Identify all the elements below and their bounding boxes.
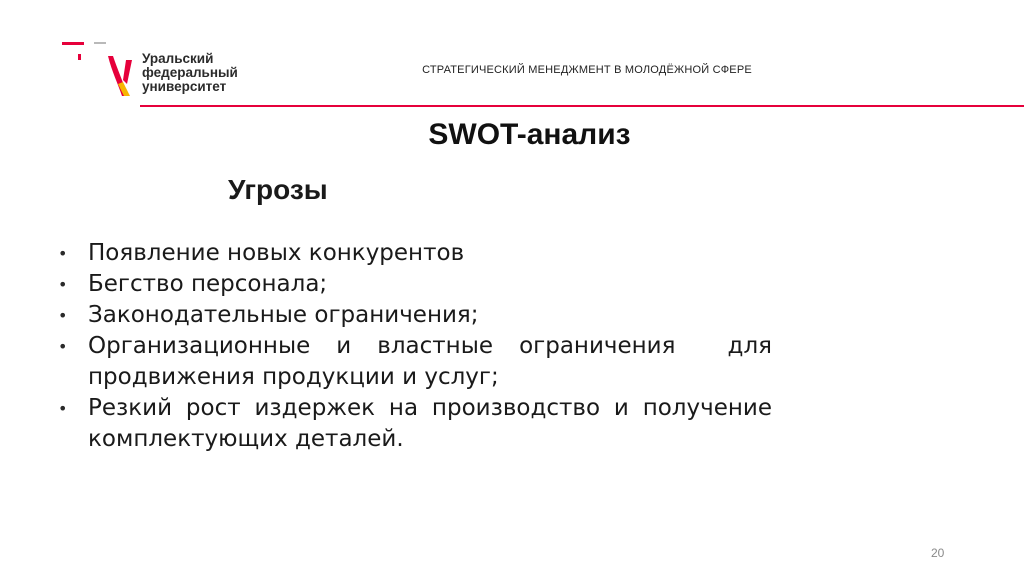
slide-title: SWOT-анализ (428, 118, 631, 151)
page-number: 20 (931, 546, 945, 560)
course-title: СТРАТЕГИЧЕСКИЙ МЕНЕДЖМЕНТ В МОЛОДЁЖНОЙ СФЕРЕ (422, 64, 752, 76)
logo-text-line3: университет (142, 79, 227, 94)
logo-accent-dot (78, 54, 81, 60)
list-item (56, 238, 772, 269)
list-item-text: Бегство персонала; (88, 271, 328, 297)
logo-accent-dash (62, 42, 84, 45)
ural-u-logo-icon (106, 54, 134, 98)
list-item (56, 331, 780, 393)
list-item (56, 393, 772, 455)
list-item-text: Резкий рост издержек на производство и получение комплектующих деталей. (88, 395, 772, 452)
header-divider (140, 105, 1024, 107)
logo-accent-line (94, 42, 106, 44)
logo-text-line1: Уральский (142, 51, 214, 66)
bullet-icon: • (58, 275, 68, 294)
section-title: Угрозы (228, 174, 328, 205)
bullet-icon: • (58, 399, 68, 418)
list-item-text: Организационные и властные ограничения для продвижения продукции и услуг; (88, 333, 780, 390)
threats-list (56, 238, 780, 455)
bullet-icon: • (58, 306, 68, 325)
list-item-text: Законодательные ограничения; (88, 302, 479, 328)
list-item (56, 269, 772, 300)
list-item-text: Появление новых конкурентов (88, 240, 465, 266)
logo-text-line2: федеральный (142, 65, 238, 80)
bullet-icon: • (58, 244, 68, 263)
bullet-icon: • (58, 337, 68, 356)
list-item (56, 300, 772, 331)
